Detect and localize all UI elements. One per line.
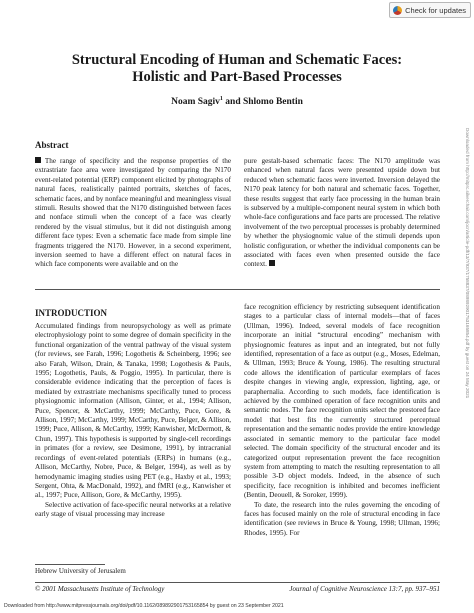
author-1-superscript: 1 bbox=[219, 96, 223, 102]
author-2: and Shlomo Bentin bbox=[222, 97, 303, 108]
footer-divider bbox=[35, 582, 440, 583]
introduction-heading: INTRODUCTION bbox=[35, 308, 108, 318]
intro-left-column bbox=[35, 322, 231, 520]
check-for-updates-label: Check for updates bbox=[405, 5, 466, 15]
author-list bbox=[0, 96, 474, 107]
author-1: Noam Sagiv bbox=[171, 97, 220, 108]
abstract-heading: Abstract bbox=[35, 140, 69, 150]
abstract-right-column bbox=[244, 157, 440, 270]
sidebar-download-note: Downloaded from http://mitprc.silverchair.com/jocn/article-pdf/13/7/937/1758837/089892901753165854.pdf by guest on 24 May 2021 bbox=[465, 128, 470, 399]
crossmark-icon bbox=[393, 6, 402, 15]
intro-paragraph-2: Selective activation of face-specific neural networks at a relative early stage of visual processing may increase bbox=[35, 500, 231, 519]
intro-paragraph-4: To date, the research into the rules governing the encoding of faces has focused mainly on the role of structural encoding in face identification (see reviews in Bruce & Young, 1998; Ullman, 1996; Rhodes, 1995). For bbox=[244, 500, 440, 537]
affiliation-footnote: Hebrew University of Jerusalem bbox=[35, 567, 126, 575]
abstract-left-text: The range of specificity and the response properties of the extrastriate face area were investigated by comparing the N170 event-related potential (ERP) component elicited by photographs of natural faces, realistically painted portraits, sketches of faces, schematic faces, and by nonface meaningful and meaningless visual stimuli. Results showed that the N170 distinguished between faces and nonface stimuli when the concept of a face was clearly rendered by the visual stimulus, but it did not distinguish among different face types: Even a schematic face made from simple line fragments triggered the N170. However, in a second experiment, inversion seemed to have a different effect on natural faces in which face components were available and on the bbox=[35, 157, 232, 269]
abstract-right-text: pure gestalt-based schematic faces: The N170 amplitude was enhanced when natural faces were presented upside down but reduced when schematic faces were inverted. Inversion delayed the N170 peak latency for both natural and schematic faces. Together, these results suggest that early face processing in the human brain is subserved by a multiple-component neural system in which both whole-face configurations and face parts are processed. The relative involvement of the two perceptual processes is probably determined by whether the physiognomic value of the stimuli depends upon holistic configuration, or whether the individual components can be associated with faces even when presented outside the face context. bbox=[244, 157, 440, 269]
title-line-1: Structural Encoding of Human and Schematic Faces: bbox=[71, 52, 403, 68]
intro-paragraph-1: Accumulated findings from neuropsychology as well as primate electrophysiology point to some degree of domain specificity in the functional organization of the ventral pathway of the visual system (for reviews, see Farah, 1996; Logothetis & Scheinberg, 1996; see also Farah, Wilson, Drain, & Tanaka, 1998; Logothesis & Pauls, 1995; Logothetis, Pauls, & Poggio, 1995). In particular, there is considerable evidence indicating that the perception of faces is mediated by extrastriate mechanisms specifically tuned to process physiognomic information (Allison, Ginter, et al., 1994; Allison, Puce, Spencer, & McCarthy, 1999; McCarthy, Puce, Gore, & Allison, 1997; McCarthy, 1999; McCarthy, Puce, Belger, & Allison, 1999; Puce, Allison, & McCarthy, 1999; Kanwisher, McDermott, & Chun, 1997). This hypothesis is supported by single-cell recordings in primates (for a review, see Desimone, 1991), by intracranial recordings of event-related potentials (ERPs) in humans (e.g., Allison, McCarthy, Nobre, Puce, & Belger, 1994), as well as by hemodynamic imaging studies using PET (e.g., Haxby et al., 1993; Sergent, Ohta, & MacDonald, 1992), and fMRI (e.g., Kanwisher et al., 1997; Puce, Allison, Gore, & McCarthy, 1995). bbox=[35, 322, 231, 500]
abstract-end-marker bbox=[269, 260, 275, 266]
abstract-left-column bbox=[35, 157, 231, 270]
abstract-start-marker bbox=[35, 157, 41, 163]
abstract-divider bbox=[35, 289, 440, 290]
footnote-divider bbox=[35, 564, 105, 565]
title-line-2: Holistic and Part-Based Processes bbox=[132, 69, 342, 85]
intro-paragraph-3: face recognition efficiency by restricting subsequent identification stages to a particular class of internal models—that of faces (Ullman, 1996). Indeed, several models of face recognition incorporate an initial “structural encoding” mechanism with physiognomic features as input and an integrated, but not fully identified, representation of a face as output (e.g., Moses, Edelman, & Ullman, 1993; Bruce & Young, 1986). The resulting structural code allows the identification of particular exemplars of faces despite changes in viewing angle, expression, lighting, age, or paraphernalia. According to such models, face identification is achieved by the combined operation of face recognition units and semantic nodes. The face recognition units select the prestored face model that best fits the currently structured perceptual representation and the semantic nodes provide the entire knowledge associated in semantic memory to the particular face model selected. The domain specificity of the structural encoder and its categorized output representation prevent the face recognition system from attempting to match the resulting representation to all possible 3-D object models. Indeed, in the absence of such specificity, face recognition is inhibited and becomes inefficient (Bentin, Deouell, & Soroker, 1999). bbox=[244, 303, 440, 500]
journal-citation: Journal of Cognitive Neuroscience 13:7, pp. 937–951 bbox=[289, 585, 440, 593]
check-for-updates-button[interactable] bbox=[389, 2, 471, 18]
paper-title bbox=[0, 52, 474, 86]
intro-right-column bbox=[244, 303, 440, 538]
copyright-notice: © 2001 Massachusetts Institute of Technology bbox=[35, 585, 165, 593]
download-note: Downloaded from http://www.mitpressjournals.org/doi/pdf/10.1162/089892901753165854 by guest on 23 September 2021 bbox=[4, 603, 284, 609]
